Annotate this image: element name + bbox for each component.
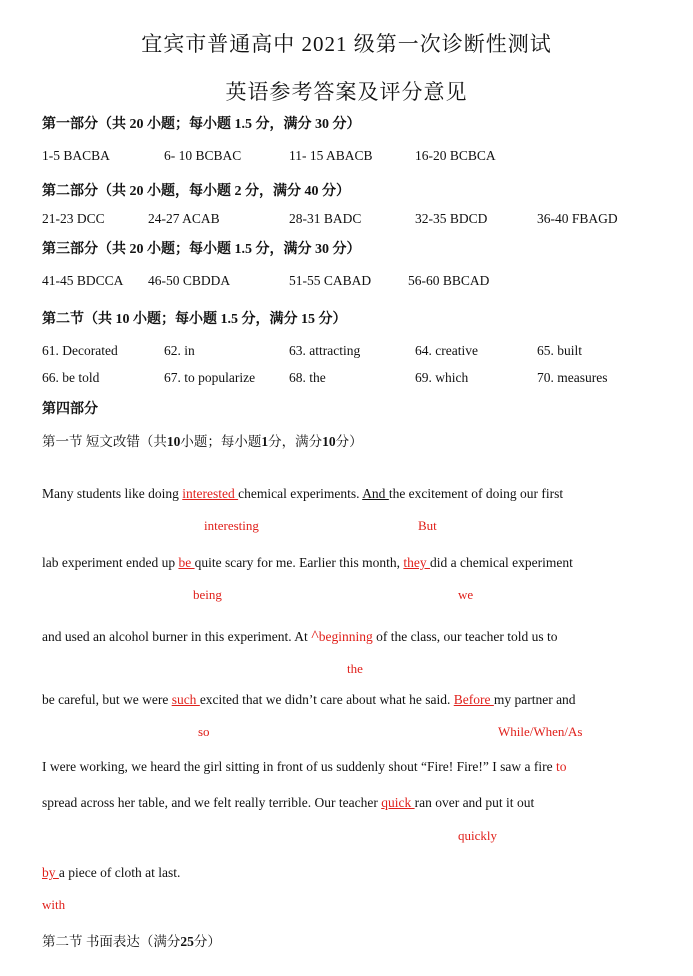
heading-text: 小题；每小题 xyxy=(180,434,262,449)
essay-text: the excitement of doing our first xyxy=(388,486,564,501)
correction: quickly xyxy=(458,828,497,843)
correction: While/When/As xyxy=(498,724,583,739)
part3-answer: 46-50 CBDDA xyxy=(148,273,231,288)
essay-text: chemical experiments. xyxy=(238,486,363,501)
part2-answer: 32-35 BDCD xyxy=(415,211,488,226)
part4-sub1-heading xyxy=(42,430,363,450)
essay-text: quite scary for me. Earlier this month, xyxy=(194,555,404,570)
heading-number: 25 xyxy=(180,934,194,949)
essay-line xyxy=(42,692,576,708)
essay-text: ran over and put it out xyxy=(414,795,535,810)
part3-answer: 51-55 CABAD xyxy=(289,273,372,288)
part2-answer: 21-23 DCC xyxy=(42,211,105,226)
essay-text: and used an alcohol burner in this experiment. At xyxy=(42,629,312,644)
error-word: Before xyxy=(453,692,494,707)
heading-number: 10 xyxy=(322,434,336,449)
correction: we xyxy=(458,587,474,602)
essay-text: spread across her table, and we felt really terrible. Our teacher xyxy=(42,795,382,810)
part4-sub2-heading xyxy=(42,930,221,950)
fill-answer: 70. measures xyxy=(537,370,608,385)
essay-line xyxy=(42,486,563,502)
heading-number: 1 xyxy=(261,434,269,449)
fill-answer: 61. Decorated xyxy=(42,343,118,358)
correction: But xyxy=(418,518,437,533)
essay-line xyxy=(42,628,558,646)
error-word: by xyxy=(42,865,59,880)
error-word: such xyxy=(171,692,200,707)
essay-line xyxy=(42,865,180,881)
fill-answer: 69. which xyxy=(415,370,469,385)
fill-answer: 68. the xyxy=(289,370,326,385)
correction: with xyxy=(42,897,66,912)
part2-heading: 第二部分（共 20 小题，每小题 2 分，满分 40 分） xyxy=(42,184,350,199)
part1-answer: 16-20 BCBCA xyxy=(415,148,496,163)
fill-answer: 66. be told xyxy=(42,370,100,385)
error-word: interested xyxy=(182,486,239,501)
insert-caret: ^ xyxy=(311,628,319,645)
error-word: be xyxy=(178,555,195,570)
part1-answer: 6- 10 BCBAC xyxy=(164,148,242,163)
error-word: quick xyxy=(381,795,415,810)
section2-heading: 第二节（共 10 小题；每小题 1.5 分，满分 15 分） xyxy=(42,312,347,327)
part2-answer: 36-40 FBAGD xyxy=(537,211,618,226)
fill-answer: 65. built xyxy=(537,343,583,358)
heading-number: 10 xyxy=(166,434,181,449)
essay-text: be careful, but we were xyxy=(42,692,172,707)
essay-text: excited that we didn’t care about what he said. xyxy=(199,692,454,707)
heading-text: 分） xyxy=(335,434,363,449)
essay-line xyxy=(42,759,567,775)
part1-answer: 1-5 BACBA xyxy=(42,148,110,163)
error-word: they xyxy=(403,555,431,570)
essay-text: of the class, our teacher told us to xyxy=(376,629,558,644)
essay-text: my partner and xyxy=(493,692,576,707)
essay-text: Many students like doing xyxy=(42,486,183,501)
page-subtitle: 英语参考答案及评分意见 xyxy=(225,80,468,104)
part1-answer: 11- 15 ABACB xyxy=(289,148,373,163)
essay-text: did a chemical experiment xyxy=(430,555,573,570)
part3-answer: 41-45 BDCCA xyxy=(42,273,124,288)
fill-answer: 67. to popularize xyxy=(164,370,256,385)
part3-answer: 56-60 BBCAD xyxy=(408,273,490,288)
heading-text: 分） xyxy=(193,934,221,949)
part2-answer: 24-27 ACAB xyxy=(148,211,220,226)
fill-answer: 63. attracting xyxy=(289,343,361,358)
error-word: beginning xyxy=(318,629,377,644)
heading-text: 第一节 短文改错（共 xyxy=(42,434,167,449)
page-title: 宜宾市普通高中 2021 级第一次诊断性测试 xyxy=(141,32,552,56)
heading-text: 分，满分 xyxy=(268,434,323,449)
fill-answer: 62. in xyxy=(164,343,195,358)
correction: being xyxy=(193,587,222,602)
correction: so xyxy=(198,724,210,739)
correction: interesting xyxy=(204,518,259,533)
part2-answer: 28-31 BADC xyxy=(289,211,362,226)
correction: the xyxy=(347,661,363,676)
part3-heading: 第三部分（共 20 小题；每小题 1.5 分，满分 30 分） xyxy=(42,242,361,257)
error-word: And xyxy=(362,486,389,501)
error-word: to xyxy=(556,759,567,774)
essay-text: I were working, we heard the girl sitting in front of us suddenly shout “Fire! Fire!” I saw a fire xyxy=(42,759,556,774)
essay-line xyxy=(42,555,573,571)
fill-answer: 64. creative xyxy=(415,343,478,358)
essay-text: a piece of cloth at last. xyxy=(58,865,181,880)
essay-text: lab experiment ended up xyxy=(42,555,179,570)
essay-line xyxy=(42,795,534,811)
part1-heading: 第一部分（共 20 小题；每小题 1.5 分，满分 30 分） xyxy=(42,117,361,132)
part4-heading: 第四部分 xyxy=(42,402,98,417)
heading-text: 第二节 书面表达（满分 xyxy=(42,934,181,949)
